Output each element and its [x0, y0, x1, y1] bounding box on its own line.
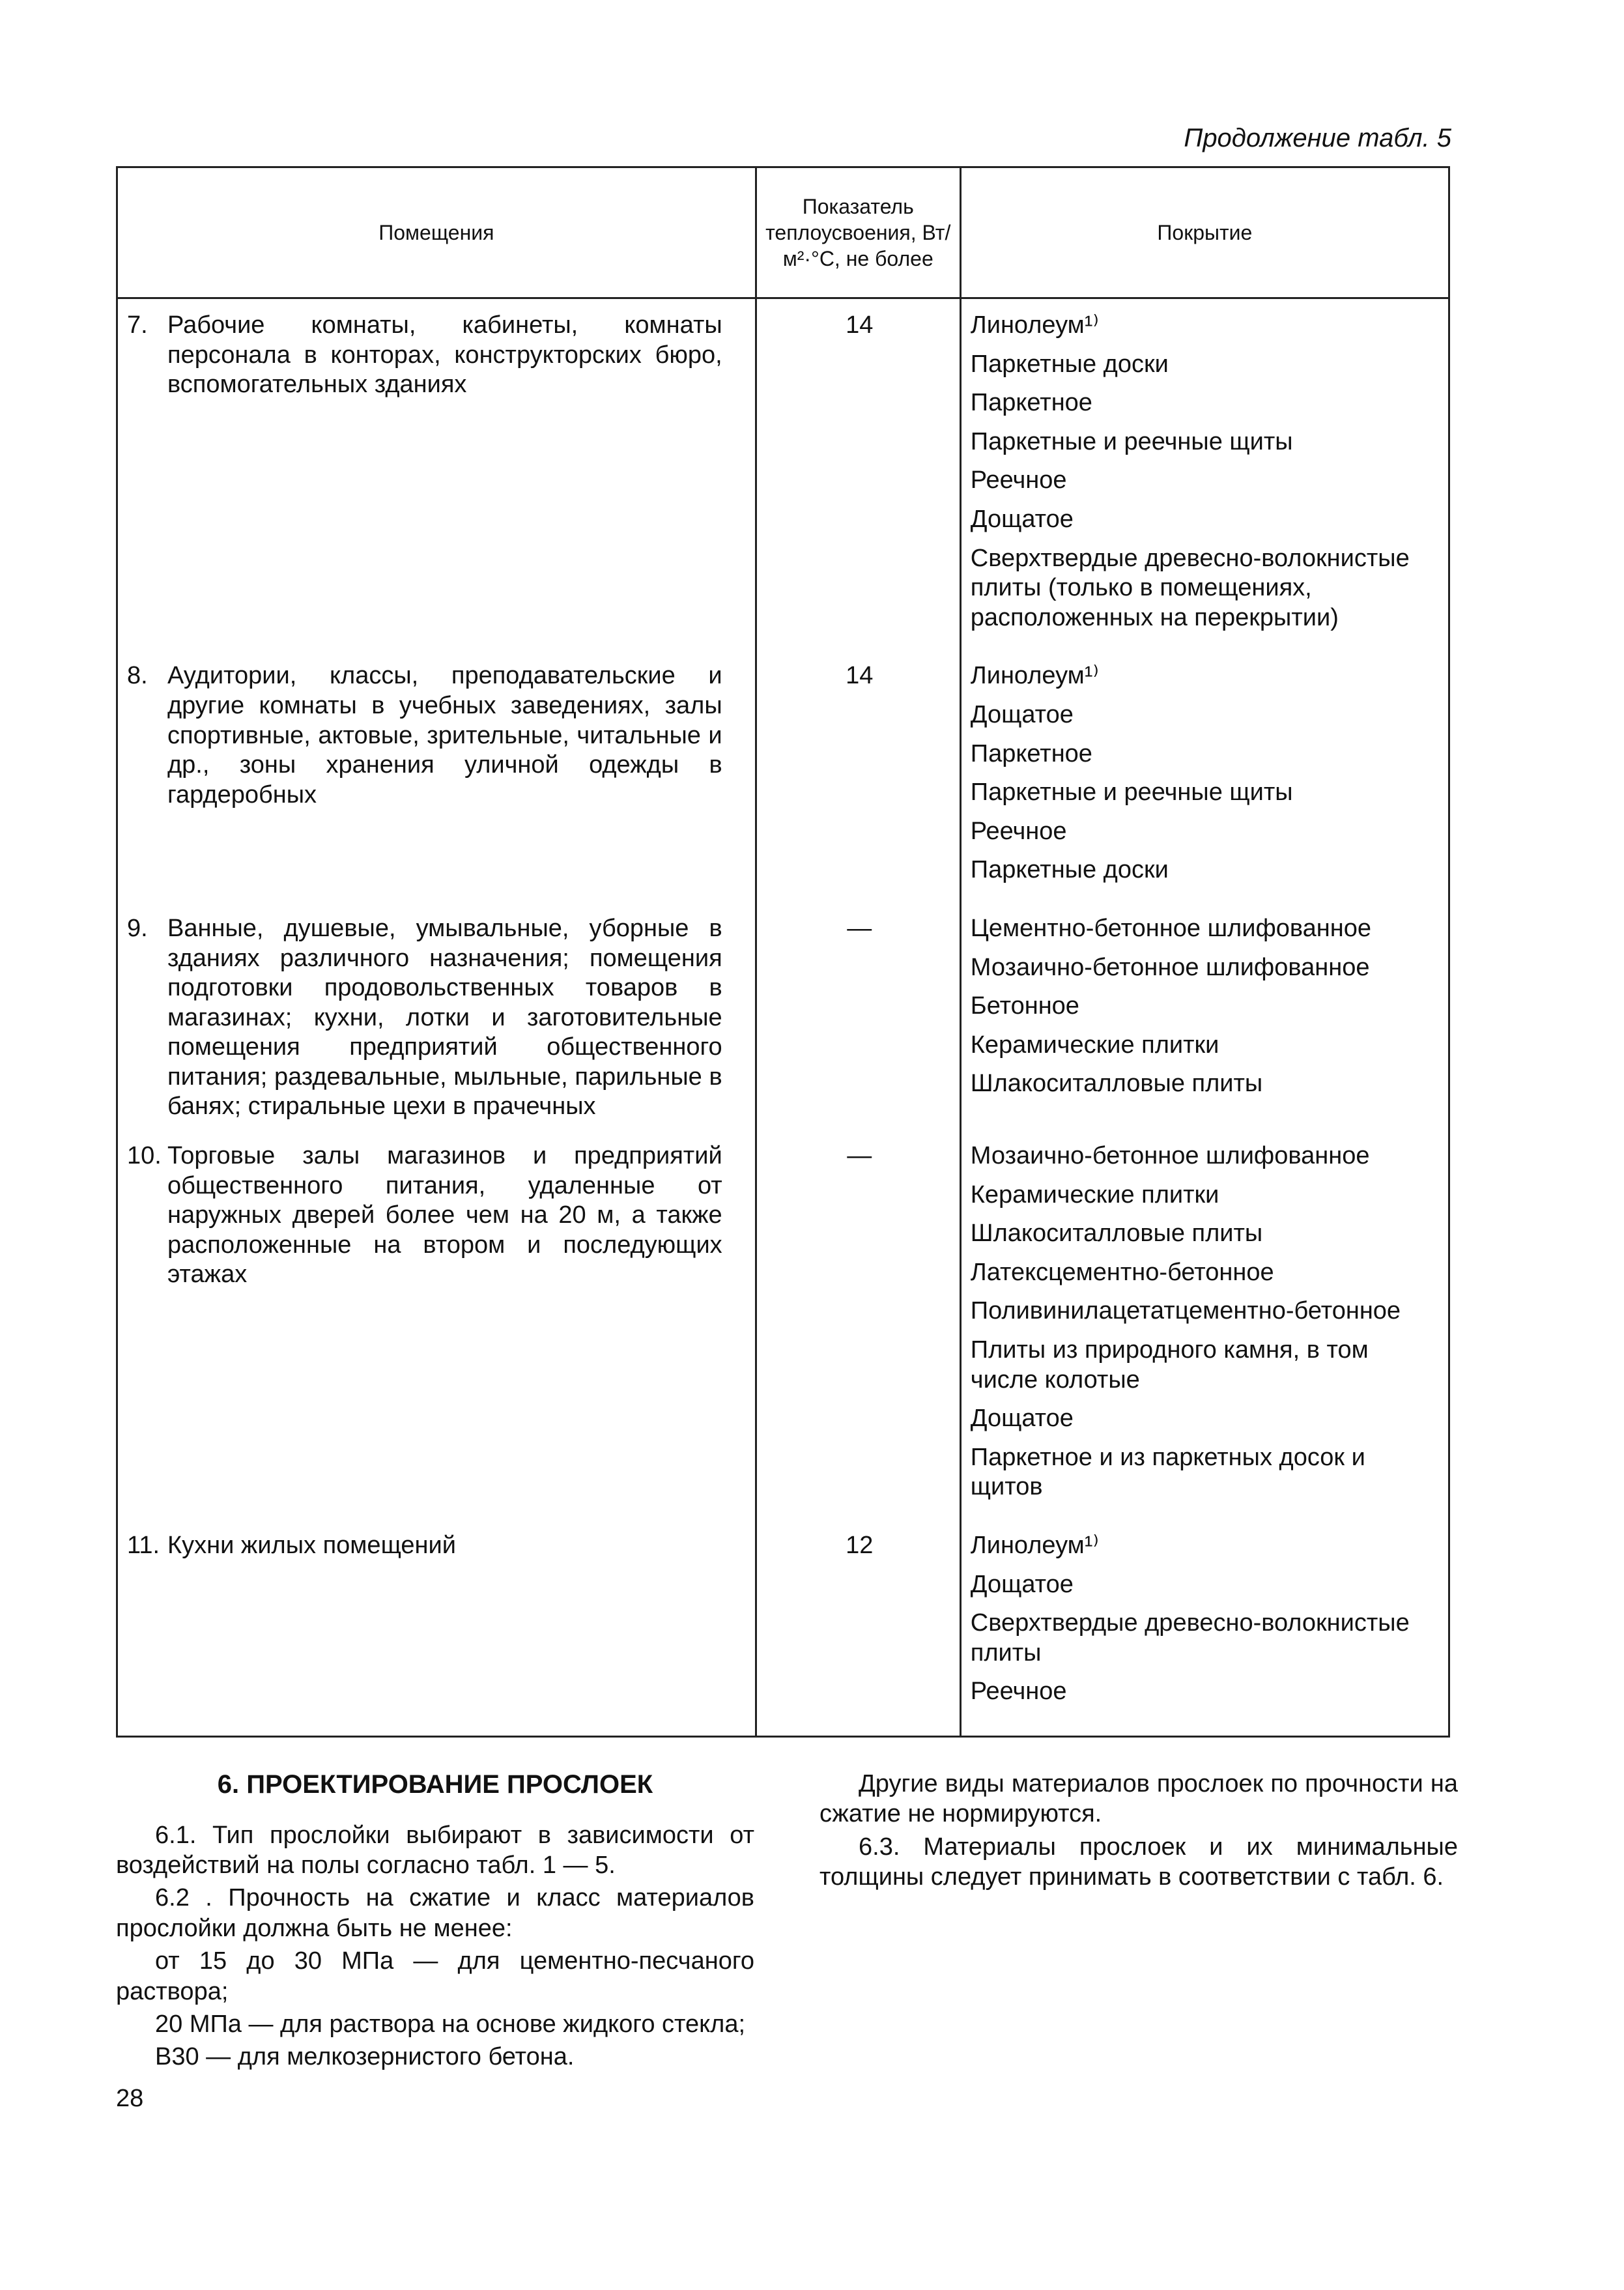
table-row: [117, 298, 1449, 650]
paragraph: В30 — для мелкозернистого бетона.: [155, 2043, 575, 2071]
page-number: 28: [116, 2085, 144, 2112]
coating-item: Сверхтвердые древесно-волокнистые плиты: [970, 1609, 1410, 1667]
coating-item: Реечное: [970, 466, 1067, 494]
room-cell: [117, 650, 756, 902]
table-body: [117, 298, 1449, 1737]
heat-index-cell: —: [756, 1130, 960, 1519]
coating-item: Паркетные и реечные щиты: [970, 427, 1293, 455]
header-index: Показатель теплоусвоения, Вт/м²·°С, не более: [756, 167, 960, 298]
coating-item: Поливинилацетатцементно-бетонное: [970, 1297, 1401, 1325]
coating-item: Сверхтвердые древесно-волокнистые плиты (только в помещениях, расположенных на перекрытии): [970, 544, 1410, 631]
coating-item: Паркетные доски: [970, 856, 1169, 884]
flooring-table: [116, 166, 1450, 1738]
coating-item: Реечное: [970, 817, 1067, 845]
coating-item: Паркетные и реечные щиты: [970, 779, 1293, 807]
coating-item: Линолеум¹⁾: [970, 662, 1099, 690]
coating-item: Дощатое: [970, 1405, 1074, 1433]
coating-item: Плиты из природного камня, в том числе колотые: [970, 1336, 1369, 1394]
paragraph: от 15 до 30 МПа — для цементно-песчаного раствора;: [116, 1947, 754, 2005]
coating-item: Паркетные доски: [970, 350, 1169, 378]
coating-cell: [960, 1519, 1449, 1736]
coating-item: Мозаично-бетонное шлифованное: [970, 953, 1370, 981]
coating-item: Дощатое: [970, 700, 1074, 728]
coating-cell: [960, 298, 1449, 650]
coating-item: Дощатое: [970, 505, 1074, 533]
table-continuation-label: Продолжение табл. 5: [1184, 124, 1451, 152]
paragraph: 20 МПа — для раствора на основе жидкого стекла;: [155, 2010, 746, 2038]
table-row: [117, 650, 1449, 902]
room-cell: [117, 298, 756, 650]
coating-item: Цементно-бетонное шлифованное: [970, 914, 1371, 942]
room-cell: [117, 1130, 756, 1519]
coating-item: Паркетное и из паркетных досок и щитов: [970, 1443, 1365, 1501]
coating-item: Линолеум¹⁾: [970, 311, 1099, 339]
table-header-row: [117, 167, 1449, 298]
table-row: [117, 1130, 1449, 1519]
heat-index-cell: 14: [756, 298, 960, 650]
room-description: Кухни жилых помещений: [167, 1532, 456, 1559]
table-row: [117, 902, 1449, 1130]
heat-index-cell: 14: [756, 650, 960, 902]
coating-item: Бетонное: [970, 992, 1079, 1020]
header-rooms: Помещения: [117, 167, 756, 298]
row-number: 9.: [127, 914, 148, 942]
coating-item: Линолеум¹⁾: [970, 1532, 1099, 1559]
room-description: Рабочие комнаты, кабинеты, комнаты персонала в конторах, конструкторских бюро, вспомогательных зданиях: [167, 311, 722, 399]
section-title: 6. ПРОЕКТИРОВАНИЕ ПРОСЛОЕК: [217, 1769, 653, 1799]
header-coating: Покрытие: [960, 167, 1449, 298]
coating-cell: [960, 650, 1449, 902]
coating-item: Паркетное: [970, 389, 1092, 417]
coating-item: Паркетное: [970, 739, 1092, 767]
coating-cell: [960, 1130, 1449, 1519]
paragraph: 6.1. Тип прослойки выбирают в зависимости от воздействий на полы согласно табл. 1 — 5.: [116, 1821, 754, 1880]
table-row: [117, 1519, 1449, 1736]
document-page: [116, 124, 1458, 2075]
coating-item: Шлакоситалловые плиты: [970, 1220, 1263, 1248]
coating-item: Мозаично-бетонное шлифованное: [970, 1142, 1370, 1170]
coating-cell: [960, 902, 1449, 1130]
coating-item: Керамические плитки: [970, 1181, 1219, 1209]
room-cell: [117, 1519, 756, 1736]
right-paragraphs: [819, 1769, 1458, 1892]
heat-index-cell: —: [756, 902, 960, 1130]
row-number: 8.: [127, 662, 148, 690]
room-description: Аудитории, классы, преподавательские и другие комнаты в учебных заведениях, залы спортивные, актовые, зрительные, читальные и др., зоны хранения уличной одежды в гардеробных: [167, 662, 722, 809]
coating-item: Шлакоситалловые плиты: [970, 1070, 1263, 1098]
room-cell: [117, 902, 756, 1130]
coating-item: Реечное: [970, 1678, 1067, 1706]
section-columns: [116, 1769, 1458, 2075]
heat-index-cell: 12: [756, 1519, 960, 1736]
coating-item: Дощатое: [970, 1570, 1074, 1598]
room-description: Торговые залы магазинов и предприятий общественного питания, удаленные от наружных дверей более чем на 20 м, а также расположенные на втором и последующих этажах: [167, 1142, 722, 1289]
paragraph: Другие виды материалов прослоек по прочности на сжатие не нормируются.: [819, 1769, 1458, 1828]
room-description: Ванные, душевые, умывальные, уборные в зданиях различного назначения; помещения подготовки продовольственных товаров в магазинах; кухни, лотки и заготовительные помещения предприятий общественного питания; раздевальные, мыльные, парильные в банях; стиральные цехи в прачечных: [167, 914, 722, 1121]
left-paragraphs: [116, 1820, 754, 2072]
coating-item: Латексцементно-бетонное: [970, 1258, 1274, 1286]
row-number: 10.: [127, 1142, 162, 1170]
coating-item: Керамические плитки: [970, 1031, 1219, 1059]
right-column: [819, 1769, 1458, 2075]
left-column: [116, 1769, 754, 2075]
row-number: 11.: [127, 1532, 160, 1559]
paragraph: 6.3. Материалы прослоек и их минимальные толщины следует принимать в соответствии с табл. 6.: [819, 1833, 1458, 1891]
paragraph: 6.2 . Прочность на сжатие и класс материалов прослойки должна быть не менее:: [116, 1884, 754, 1942]
row-number: 7.: [127, 311, 148, 339]
